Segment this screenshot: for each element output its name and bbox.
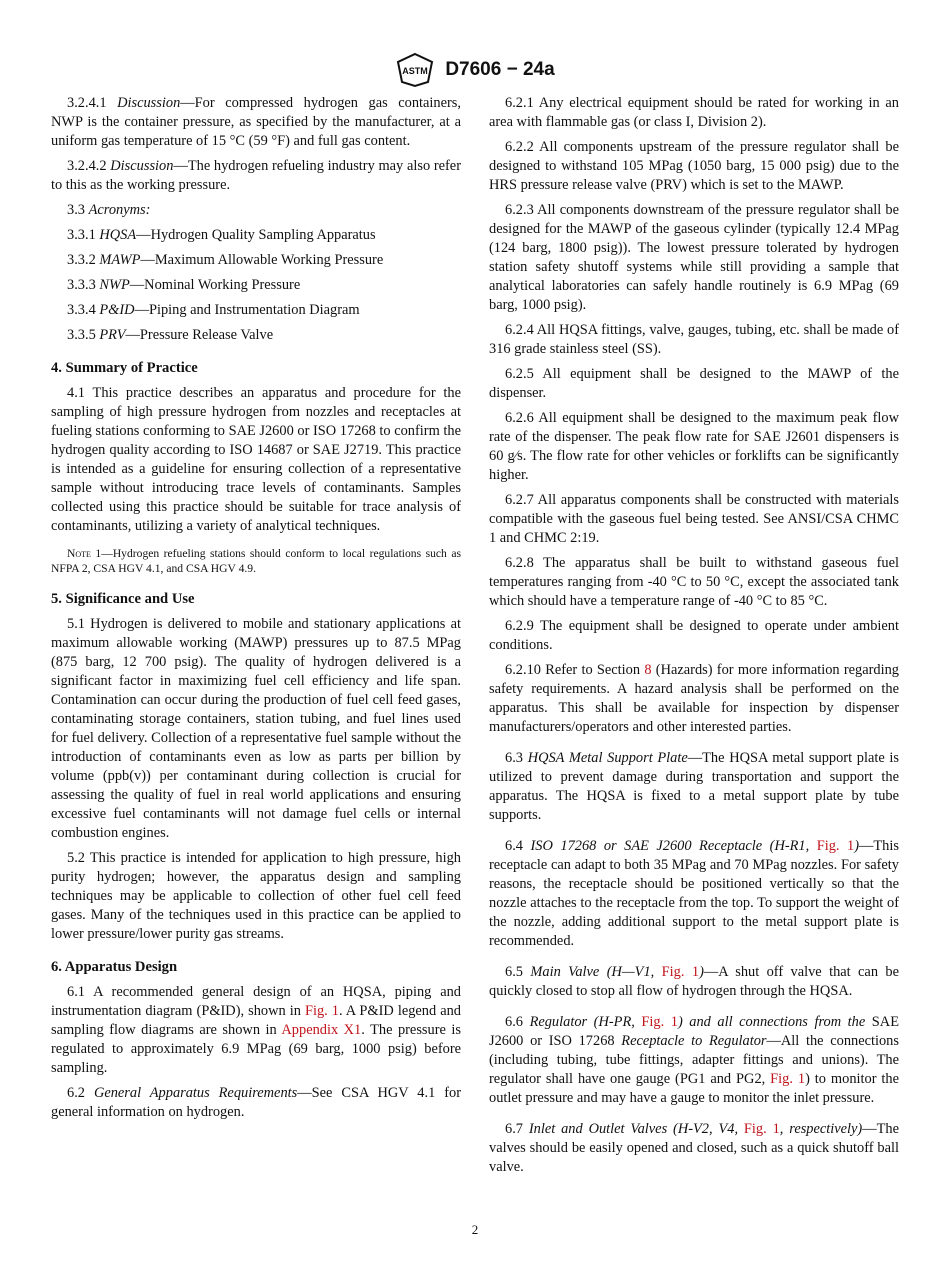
section-4-heading: 4. Summary of Practice (51, 360, 198, 376)
appendix-x1-link[interactable]: Appendix X1 (281, 1022, 362, 1038)
paragraph-6-2-3: 6.2.3 All components downstream of the pressure regulator shall be designed for the MAWP of the gaseous cylinder (typically 12.4 MPag (124 barg, 1800 psig)). The lowest pressure tolerated by hydrogen station safety shutoff systems while still providing a sample that analytical laboratories can safely handle routinely is 6.9 MPag (69 barg, 1000 psig). (489, 202, 899, 313)
paragraph-6-2-4: 6.2.4 All HQSA fittings, valve, gauges, tubing, etc. shall be made of 316 grade stainless steel (SS). (489, 322, 899, 357)
paragraph-6-2: 6.2 General Apparatus Requirements—See CSA HGV 4.1 for general information on hydrogen. (51, 1085, 461, 1120)
paragraph-6-2-1: 6.2.1 Any electrical equipment should be rated for working in an area with flammable gas (or class I, Division 2). (489, 95, 899, 130)
paragraph-6-2-8: 6.2.8 The apparatus shall be built to withstand gaseous fuel temperatures ranging from -40 °C to 50 °C, except the associated tank which should have a temperature range of -40 °C to 85 °C. (489, 555, 899, 609)
astm-logo-icon (395, 52, 435, 88)
right-column (489, 94, 899, 1183)
paragraph-6-2-7: 6.2.7 All apparatus components shall be constructed with materials compatible with the gaseous fuel being tested. See ANSI/CSA CHMC 1 and CHMC 2:19. (489, 492, 899, 546)
paragraph-6-1: 6.1 A recommended general design of an HQSA, piping and instrumentation diagram (P&ID), shown in Fig. 1. A P&ID legend and sampling flow diagrams are shown in Appendix X1. The pressure is regulated to approximately 6.9 MPag (69 barg, 1000 psig) before sampling. (51, 984, 461, 1076)
left-column (51, 94, 461, 1128)
fig-1-link[interactable]: Fig. 1 (770, 1071, 806, 1087)
acronym-item: 3.3.2 MAWP—Maximum Allowable Working Pressure (67, 252, 384, 268)
paragraph-6-2-6: 6.2.6 All equipment shall be designed to the maximum peak flow rate of the dispenser. The peak flow rate for SAE J2601 dispensers is 60 g⁄s. The flow rate for other vehicles or forklifts can be significantly higher. (489, 410, 899, 483)
paragraph-5-1: 5.1 Hydrogen is delivered to mobile and stationary applications at maximum allowable working (MAWP) pressures up to 87.5 MPag (875 barg, 12 700 psig). The quality of hydrogen delivered is a significant factor in maximizing fuel cell efficiency and life span. Contamination can occur during the production of fuel cell feed gases, contaminating storage containers, station tubing, and fuel lines used for fuel delivery. Collection of a representative fuel sample without the introduction of contaminants even as low as parts per billion by volume (ppb(v)) per contaminant during collection is crucial for assessing the quality of fuel in real world applications and ensuring excessive fuel contaminants will not damage fuel cells or internal combustion engines. (51, 616, 461, 841)
paragraph-6-2-9: 6.2.9 The equipment shall be designed to operate under ambient conditions. (489, 618, 899, 653)
acronym-item: 3.3.1 HQSA—Hydrogen Quality Sampling Apparatus (67, 227, 376, 243)
paragraph-6-6: 6.6 Regulator (H-PR, Fig. 1) and all connections from the SAE J2600 or ISO 17268 Receptacle to Regulator—All the connections (including tubing, tube fittings, adapter fittings and unions). The regulator shall have one gauge (PG1 and PG2, Fig. 1) to monitor the outlet pressure and may have a gauge to monitor the inlet pressure. (489, 1014, 899, 1106)
paragraph-3-2-4-2: 3.2.4.2 Discussion—The hydrogen refueling industry may also refer to this as the working pressure. (51, 158, 461, 193)
svg-text:ASTM: ASTM (402, 66, 429, 76)
paragraph-6-2-5: 6.2.5 All equipment shall be designed to the MAWP of the dispenser. (489, 366, 899, 401)
fig-1-link[interactable]: Fig. 1 (816, 838, 855, 854)
paragraph-6-2-2: 6.2.2 All components upstream of the pressure regulator shall be designed to withstand 105 MPag (1050 barg, 15 000 psig) due to the HRS pressure release valve (PRV) which is set to the MAWP. (489, 139, 899, 193)
paragraph-3-2-4-1: 3.2.4.1 Discussion—For compressed hydrogen gas containers, NWP is the container pressure, as specified by the manufacturer, at a uniform gas temperature of 15 °C (59 °F) and full gas content. (51, 95, 461, 149)
paragraph-6-5: 6.5 Main Valve (H—V1, Fig. 1)—A shut off valve that can be quickly closed to stop all flow of hydrogen through the HQSA. (489, 964, 899, 999)
section-6-heading: 6. Apparatus Design (51, 959, 178, 975)
paragraph-6-4: 6.4 ISO 17268 or SAE J2600 Receptacle (H-R1, Fig. 1)—This receptacle can adapt to both 35 MPag and 70 MPag nozzles. For safety reasons, the receptacle should be positioned vertically so that the nozzle attaches to the receptacle from the top. To support the weight of the nozzle, adding additional support to the metal support plate is recommended. (489, 838, 899, 949)
acronym-item: 3.3.3 NWP—Nominal Working Pressure (67, 277, 301, 293)
fig-1-link[interactable]: Fig. 1 (661, 964, 700, 980)
section-8-link[interactable]: 8 (644, 662, 652, 678)
note-1: Note 1—Hydrogen refueling stations should conform to local regulations such as NFPA 2, CSA HGV 4.1, and CSA HGV 4.9. (51, 547, 461, 575)
paragraph-6-7: 6.7 Inlet and Outlet Valves (H-V2, V4, Fig. 1, respectively)—The valves should be easily opened and closed, such as a quick shutoff ball valve. (489, 1121, 899, 1175)
document-id: D7606 − 24a (445, 59, 555, 80)
paragraph-6-3: 6.3 HQSA Metal Support Plate—The HQSA metal support plate is utilized to prevent damage during transportation and support the apparatus. The HQSA is fixed to a metal support plate by tube supports. (489, 750, 899, 823)
fig-1-link[interactable]: Fig. 1 (641, 1014, 678, 1030)
fig-1-link[interactable]: Fig. 1 (743, 1121, 780, 1137)
acronym-item: 3.3.4 P&ID—Piping and Instrumentation Diagram (67, 302, 360, 318)
paragraph-4-1: 4.1 This practice describes an apparatus and procedure for the sampling of high pressure hydrogen from nozzles and receptacles at fueling stations conforming to SAE J2600 or ISO 17268 to confirm the hydrogen quality according to ISO 14687 or SAE J2719. This practice is intended as a guideline for ensuring collection of a representative sample without introducing trace levels of contaminants. Samples collected using this practice should be suitable for trace analysis of contaminants, utilizing a variety of analytical techniques. (51, 385, 461, 534)
acronym-item: 3.3.5 PRV—Pressure Release Valve (67, 327, 274, 343)
page-number: 2 (471, 1222, 479, 1237)
section-5-heading: 5. Significance and Use (51, 591, 195, 607)
paragraph-6-2-10: 6.2.10 Refer to Section 8 (Hazards) for more information regarding safety requirements. A hazard analysis shall be performed on the apparatus. This shall be available for inspection by dispenser manufacturers/operators and other interested parties. (489, 662, 899, 735)
acronyms-heading: 3.3 Acronyms: (67, 202, 151, 218)
fig-1-link[interactable]: Fig. 1 (304, 1003, 339, 1019)
page-header (0, 52, 950, 88)
paragraph-5-2: 5.2 This practice is intended for application to high pressure, high purity hydrogen; however, the apparatus design and sampling techniques may be applicable to collection of other fuel cell feed gases. Many of the techniques used in this practice can be applied to lower pressure/lower purity gas streams. (51, 850, 461, 942)
